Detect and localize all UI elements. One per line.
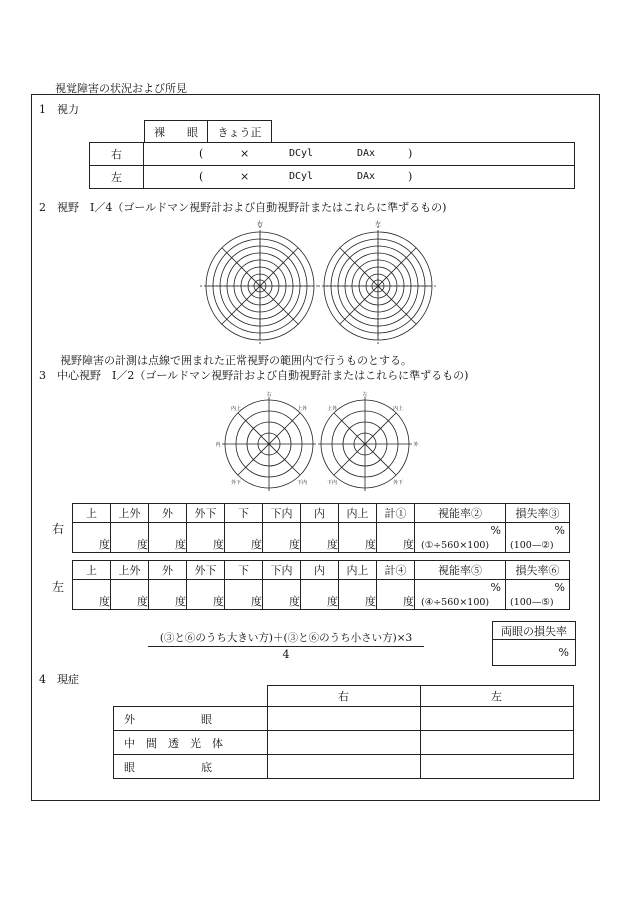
both-eyes-formula xyxy=(148,630,424,661)
cf-right-label: 右 xyxy=(266,392,272,398)
form-header: 視覚障害の状況および所見 xyxy=(55,82,187,95)
findings-row-label: 外 眼 xyxy=(114,707,268,731)
central-right-label: 右 xyxy=(52,522,65,536)
findings-cell[interactable] xyxy=(420,755,573,779)
formula-numerator: (③と⑥のうち大きい方)＋(③と⑥のうち小さい方)×3 xyxy=(159,632,413,644)
cf-r-cell[interactable]: 度 xyxy=(187,523,225,553)
cf-r-cell[interactable]: 度 xyxy=(301,523,339,553)
findings-cell[interactable] xyxy=(420,731,573,755)
svg-text:内上: 内上 xyxy=(230,406,242,412)
both-eyes-loss-table xyxy=(492,621,576,666)
visual-field-right-chart[interactable] xyxy=(200,226,320,346)
both-eyes-title: 両眼の損失率 xyxy=(493,622,576,640)
cf-r-cell[interactable]: 度 xyxy=(339,523,377,553)
svg-text:外: 外 xyxy=(413,442,419,448)
formula-denominator: 4 xyxy=(282,648,290,661)
cf-left-label: 左 xyxy=(362,392,368,398)
section-4-title: 4 現症 xyxy=(39,673,79,686)
formula-divider xyxy=(148,646,424,647)
section-2-title: 2 視野 Ⅰ／4（ゴールドマン視野計および自動視野計またはこれらに準ずるもの) xyxy=(39,201,447,214)
svg-text:外下: 外下 xyxy=(230,480,242,486)
visual-field-note: 視野障害の計測は点線で囲まれた正常視野の範囲内で行うものとする。 xyxy=(60,354,412,367)
cf-l-total[interactable]: 度 xyxy=(377,580,415,610)
cf-r-cell[interactable]: 度 xyxy=(225,523,263,553)
cf-r-total[interactable]: 度 xyxy=(377,523,415,553)
acuity-header-table xyxy=(144,120,272,143)
central-field-charts xyxy=(214,390,420,498)
cf-l-cell[interactable]: 度 xyxy=(111,580,149,610)
both-eyes-value[interactable]: % xyxy=(493,640,576,666)
central-left-label: 左 xyxy=(52,580,65,594)
svg-text:外下: 外下 xyxy=(392,480,404,486)
findings-cell[interactable] xyxy=(267,755,420,779)
visual-field-charts xyxy=(200,218,440,350)
cf-r-cell[interactable]: 度 xyxy=(263,523,301,553)
cf-r-cell[interactable]: 度 xyxy=(111,523,149,553)
findings-row-label: 中 間 透 光 体 xyxy=(114,731,268,755)
cf-r-cell[interactable]: 度 xyxy=(149,523,187,553)
naked-eye-header: 裸 眼 xyxy=(145,121,208,143)
findings-table xyxy=(113,685,574,779)
svg-text:上外: 上外 xyxy=(296,406,308,412)
findings-cell[interactable] xyxy=(420,707,573,731)
acuity-right-label: 右 xyxy=(90,143,144,166)
acuity-right-value[interactable]: ( × DCyl DAx ) xyxy=(144,143,575,166)
findings-cell[interactable] xyxy=(267,707,420,731)
corrected-header: きょう正 xyxy=(208,121,272,143)
cf-l-loss[interactable]: % (100—⑤) xyxy=(506,580,570,610)
cf-r-loss[interactable]: % (100—②) xyxy=(506,523,570,553)
acuity-left-label: 左 xyxy=(90,166,144,189)
svg-text:内上: 内上 xyxy=(392,406,404,412)
cf-l-cell[interactable]: 度 xyxy=(225,580,263,610)
vf-right-label: 右 xyxy=(256,221,264,228)
vf-left-label: 左 xyxy=(374,221,382,228)
svg-text:上外: 上外 xyxy=(326,406,338,412)
cf-l-cell[interactable]: 度 xyxy=(263,580,301,610)
findings-cell[interactable] xyxy=(267,731,420,755)
cf-l-cell[interactable]: 度 xyxy=(73,580,111,610)
cf-r-cell[interactable]: 度 xyxy=(73,523,111,553)
acuity-table xyxy=(89,142,575,189)
central-right-table: 上 上外 外 外下 下 下内 内 内上 計① 視能率② 損失率③ 度 度 度 度 度 度 度 度 度 % (①÷560×100) % (100—②) xyxy=(72,503,570,553)
findings-right-header: 右 xyxy=(267,686,420,707)
cf-l-ratio[interactable]: % (④÷560×100) xyxy=(415,580,506,610)
svg-text:下内: 下内 xyxy=(296,480,308,486)
findings-left-header: 左 xyxy=(420,686,573,707)
section-1-title: 1 視力 xyxy=(39,103,79,116)
acuity-left-value[interactable]: ( × DCyl DAx ) xyxy=(144,166,575,189)
cf-l-cell[interactable]: 度 xyxy=(339,580,377,610)
svg-text:下内: 下内 xyxy=(326,480,338,486)
central-left-table: 上 上外 外 外下 下 下内 内 内上 計④ 視能率⑤ 損失率⑥ 度 度 度 度 度 度 度 度 度 % (④÷560×100) % (100—⑤) xyxy=(72,560,570,610)
section-3-title: 3 中心視野 Ⅰ／2（ゴールドマン視野計および自動視野計またはこれらに準ずるもの) xyxy=(39,369,469,382)
findings-row-label: 眼 底 xyxy=(114,755,268,779)
visual-field-left-chart[interactable] xyxy=(318,226,438,346)
cf-l-cell[interactable]: 度 xyxy=(149,580,187,610)
cf-r-ratio[interactable]: % (①÷560×100) xyxy=(415,523,506,553)
cf-l-cell[interactable]: 度 xyxy=(301,580,339,610)
cf-l-cell[interactable]: 度 xyxy=(187,580,225,610)
svg-text:内: 内 xyxy=(215,442,221,448)
